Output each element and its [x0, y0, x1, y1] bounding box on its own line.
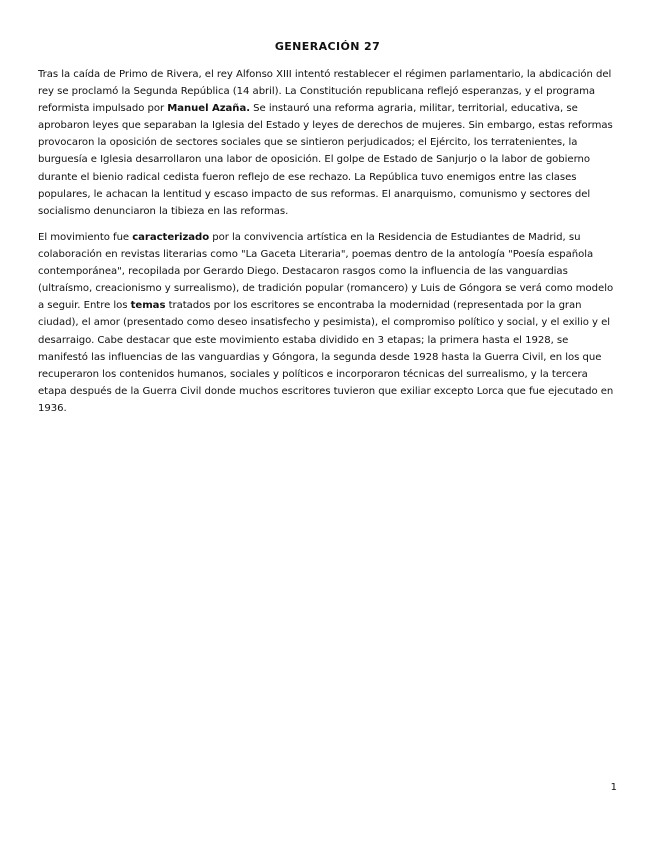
page-title: GENERACIÓN 27	[274, 40, 381, 53]
paragraph-movement-text-1: El movimiento fue	[38, 232, 133, 243]
paragraph-movement	[38, 229, 618, 417]
paragraph-movement-text-2: por la convivencia artística en la Residencia de Estudiantes de Madrid, su colaboración en revistas literarias como "La Gaceta Literaria", poemas dentro de la antología "Poesía española contemporánea", recopilada por Gerardo Diego. Destacaron rasgos como la influencia de las vanguardias (ultraísmo, creacionismo y surrealismo), de tradición popular (romancero) y Luis de Góngora se verá como modelo a seguir. Entre los	[38, 232, 614, 312]
paragraph-intro-text-1: Tras la caída de Primo de Rivera, el rey Alfonso XIII intentó restablecer el régimen parlamentario, la abdicación del rey se proclamó la Segunda República (14 abril). La Constitución republicana reflejó esperanzas, y el programa reformista impulsado por	[38, 69, 612, 115]
page-number: 1	[610, 782, 617, 793]
bold-name-manuel-azana: Manuel Azaña.	[167, 103, 250, 115]
bold-word-temas: temas	[130, 300, 166, 312]
paragraph-intro-text-2: Se instauró una reforma agraria, militar, territorial, educativa, se aprobaron leyes que separaban la Iglesia del Estado y leyes de derechos de mujeres. Sin embargo, estas reformas provocaron la oposición de sectores sociales que se sintieron perjudicados; el Ejército, los terratenientes, la burguesía e Iglesia desarrollaron una labor de oposición. El golpe de Estado de Sanjurjo o la labor de gobierno durante el bienio radical cedista fueron reflejo de ese rechazo. La República tuvo enemigos entre las clases populares, le achacan la lentitud y escaso impacto de sus reformas. El anarquismo, comunismo y sectores del socialismo denunciaron la tibieza en las reformas.	[38, 103, 613, 217]
paragraph-movement-text-3: tratados por los escritores se encontraba la modernidad (representada por la gran ciudad), el amor (presentado como deseo insatisfecho y pesimista), el compromiso político y social, y el exilio y el desarraigo. Cabe destacar que este movimiento estaba dividido en 3 etapas; la primera hasta el 1928, se manifestó las influencias de las vanguardias y Góngora, la segunda desde 1928 hasta la Guerra Civil, en los que recuperaron los contenidos humanos, sociales y políticos e incorporaron técnicas del surrealismo, y la tercera etapa después de la Guerra Civil donde muchos escritores tuvieron que exiliar excepto Lorca que fue ejecutado en 1936.	[38, 300, 614, 414]
bold-word-caracterizado: caracterizado	[132, 232, 210, 243]
paragraph-intro	[38, 66, 618, 220]
